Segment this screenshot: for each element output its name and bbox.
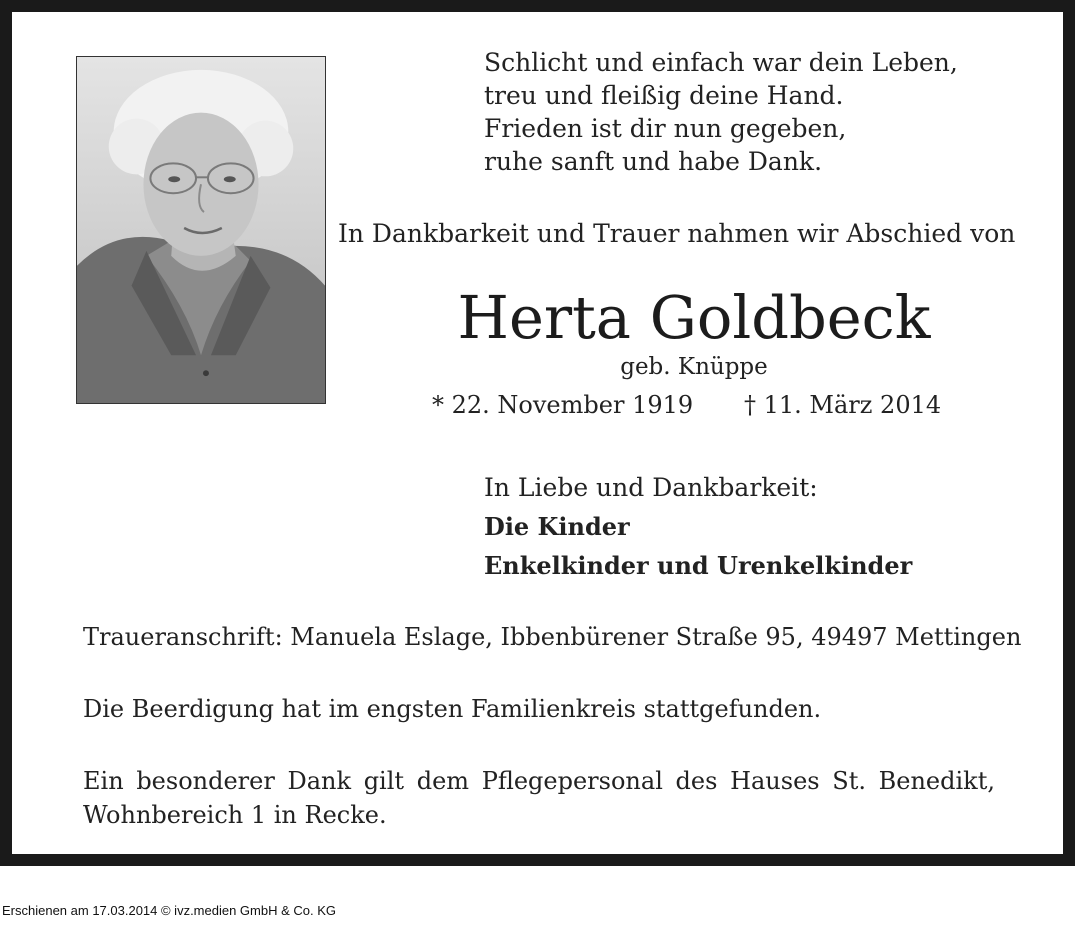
publication-footer: Erschienen am 17.03.2014 © ivz.medien GmbH & Co. KG <box>2 903 337 918</box>
deceased-name: Herta Goldbeck <box>457 283 931 352</box>
mourning-address: Traueranschrift: Manuela Eslage, Ibbenbürener Straße 95, 49497 Mettingen <box>83 623 1022 651</box>
mourner-group: Enkelkinder und Urenkelkinder <box>484 551 913 580</box>
memorial-verse <box>484 46 958 178</box>
birth-date: * 22. November 1919 <box>432 391 694 419</box>
farewell-intro: In Dankbarkeit und Trauer nahmen wir Abschied von <box>338 219 1016 248</box>
portrait-image <box>77 57 325 403</box>
verse-line: ruhe sanft und habe Dank. <box>484 147 823 176</box>
maiden-name: geb. Knüppe <box>620 354 768 380</box>
mourners-intro: In Liebe und Dankbarkeit: <box>484 473 818 502</box>
verse-line: Frieden ist dir nun gegeben, <box>484 114 847 143</box>
thanks-note: Ein besonderer Dank gilt dem Pflegepersonal des Hauses St. Benedikt, Wohnbereich 1 in Recke. <box>83 767 995 829</box>
verse-line: treu und fleißig deine Hand. <box>484 81 844 110</box>
mourner-group: Die Kinder <box>484 512 630 541</box>
mourners-block <box>484 468 912 585</box>
portrait-photo <box>76 56 326 404</box>
death-date: † 11. März 2014 <box>744 391 942 419</box>
burial-note: Die Beerdigung hat im engsten Familienkreis stattgefunden. <box>83 695 822 723</box>
verse-line: Schlicht und einfach war dein Leben, <box>484 48 958 77</box>
